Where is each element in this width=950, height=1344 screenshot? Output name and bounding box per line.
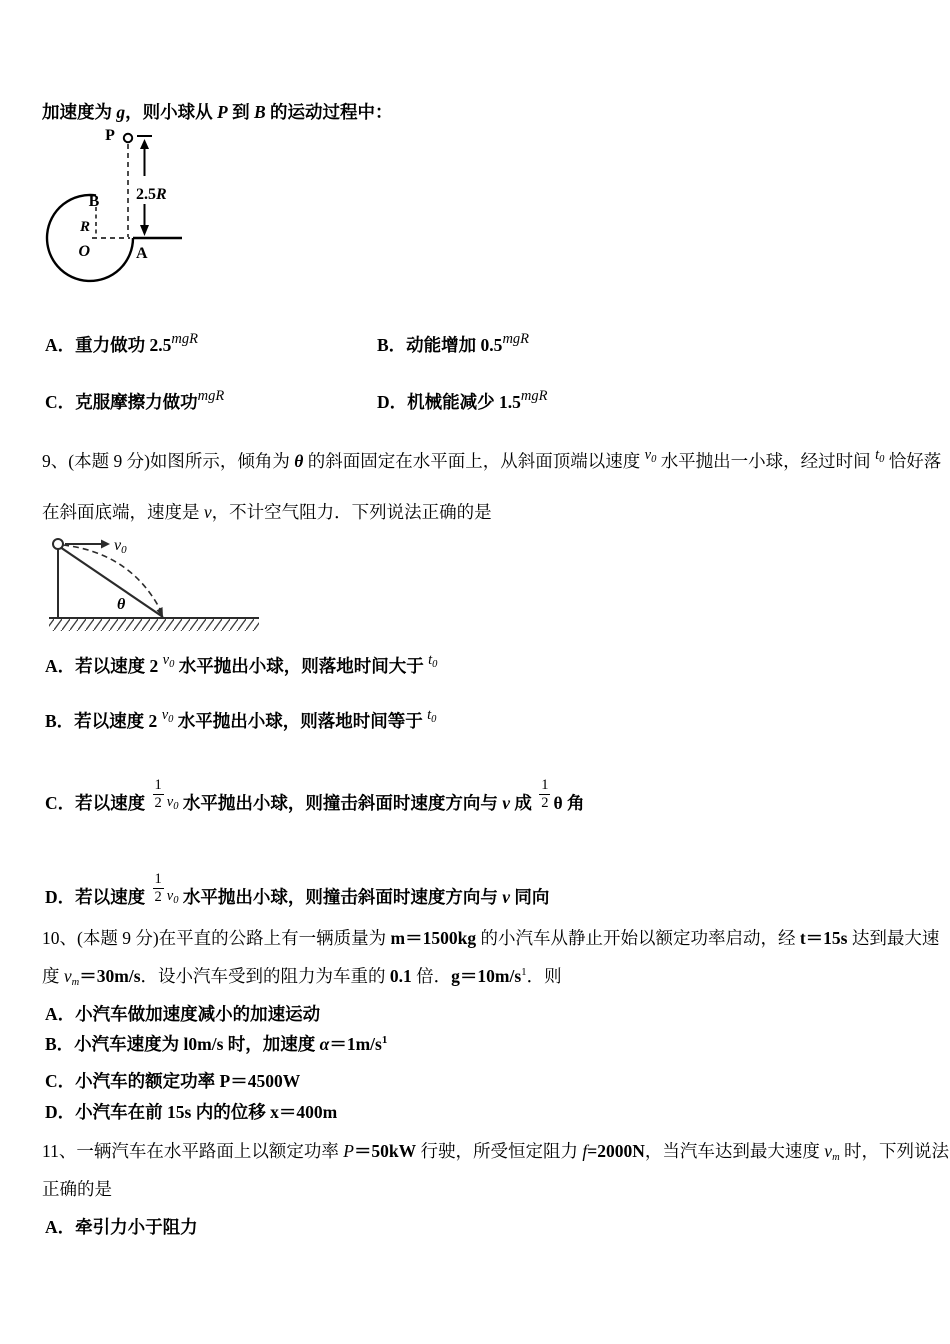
q11-stem-line2: 正确的是 xyxy=(42,1179,112,1199)
label-r: R xyxy=(79,219,90,235)
q8-intro-text: 加速度为 g，则小球从 P 到 B 的运动过程中： xyxy=(42,102,393,122)
q9-option-b: B．若以速度 2 $v_0$ 水平抛出小球，则落地时间等于 $t_0$ xyxy=(45,707,437,731)
q9-option-a: A．若以速度 2 $v_0$ 水平抛出小球，则落地时间大于 $t_0$ xyxy=(45,652,438,676)
q10-option-d: D．小汽车在前 15s 内的位移 x＝400m xyxy=(45,1102,338,1122)
q11-option-a: A．牵引力小于阻力 xyxy=(45,1217,198,1237)
q8-option-b: B．动能增加 0.5mgR xyxy=(377,331,530,355)
label-o: O xyxy=(78,243,90,260)
q10-stem-line1: 10、(本题 9 分)在平直的公路上有一辆质量为 m＝1500kg 的小汽车从静止开始以额定功率启动，经 t＝15s 达到最大速 xyxy=(42,928,940,948)
dim-upper-arrowhead xyxy=(140,139,149,149)
q8-option-a: A．重力做功 2.5mgR xyxy=(45,331,198,355)
q11-stem-line1: 11、一辆汽车在水平路面上以额定功率 P＝50kW 行驶，所受恒定阻力 f=2000N，当汽车达到最大速度 vm 时，下列说法 xyxy=(42,1141,950,1163)
label-p: P xyxy=(105,127,115,144)
q9-stem-line2: 在斜面底端，速度是 v，不计空气阻力．下列说法正确的是 xyxy=(42,502,492,522)
q10-option-c: C．小汽车的额定功率 P＝4500W xyxy=(45,1071,301,1091)
q9-stem-line1: 9、(本题 9 分)如图所示，倾角为 θ 的斜面固定在水平面上，从斜面顶端以速度 $v_0$ 水平抛出一小球，经过时间 $t_0$ 恰好落 xyxy=(42,447,942,471)
trajectory-dashed-curve xyxy=(63,545,161,611)
dim-label-2-5R: 2.5R xyxy=(136,186,167,203)
q10-stem-line2: 度 vm＝30m/s．设小汽车受到的阻力为车重的 0.1 倍．g＝10m/s1．则 xyxy=(42,966,562,988)
q10-option-b: B．小汽车速度为 l0m/s 时，加速度 α＝1m/s1 xyxy=(45,1034,388,1054)
label-b: B xyxy=(88,193,100,210)
ball-point-p xyxy=(124,134,132,142)
q9-figure-incline xyxy=(46,531,286,635)
q10-option-a: A．小汽车做加速度减小的加速运动 xyxy=(45,1004,321,1024)
incline-surface xyxy=(60,547,163,617)
ground-hatching xyxy=(49,619,259,631)
q9-option-c: C．若以速度 $\frac{1}{2}$ $v_0$ 水平抛出小球，则撞击斜面时速度方向与 v 成 $\frac{1}{2}$ θ 角 xyxy=(45,777,585,813)
theta-label: θ xyxy=(117,596,126,613)
v0-arrowhead xyxy=(101,540,110,549)
ball xyxy=(53,539,63,549)
q8-option-c: C．克服摩擦力做功mgR xyxy=(45,388,225,412)
q8-figure-loop-track xyxy=(40,127,230,297)
dim-lower-arrowhead xyxy=(140,225,149,236)
label-a: A xyxy=(136,245,148,262)
q8-option-d: D．机械能减少 1.5mgR xyxy=(377,388,548,412)
q9-option-d: D．若以速度 $\frac{1}{2}$ $v_0$ 水平抛出小球，则撞击斜面时速度方向与 v 同向 xyxy=(45,871,550,907)
v0-label: v0 xyxy=(114,537,127,556)
